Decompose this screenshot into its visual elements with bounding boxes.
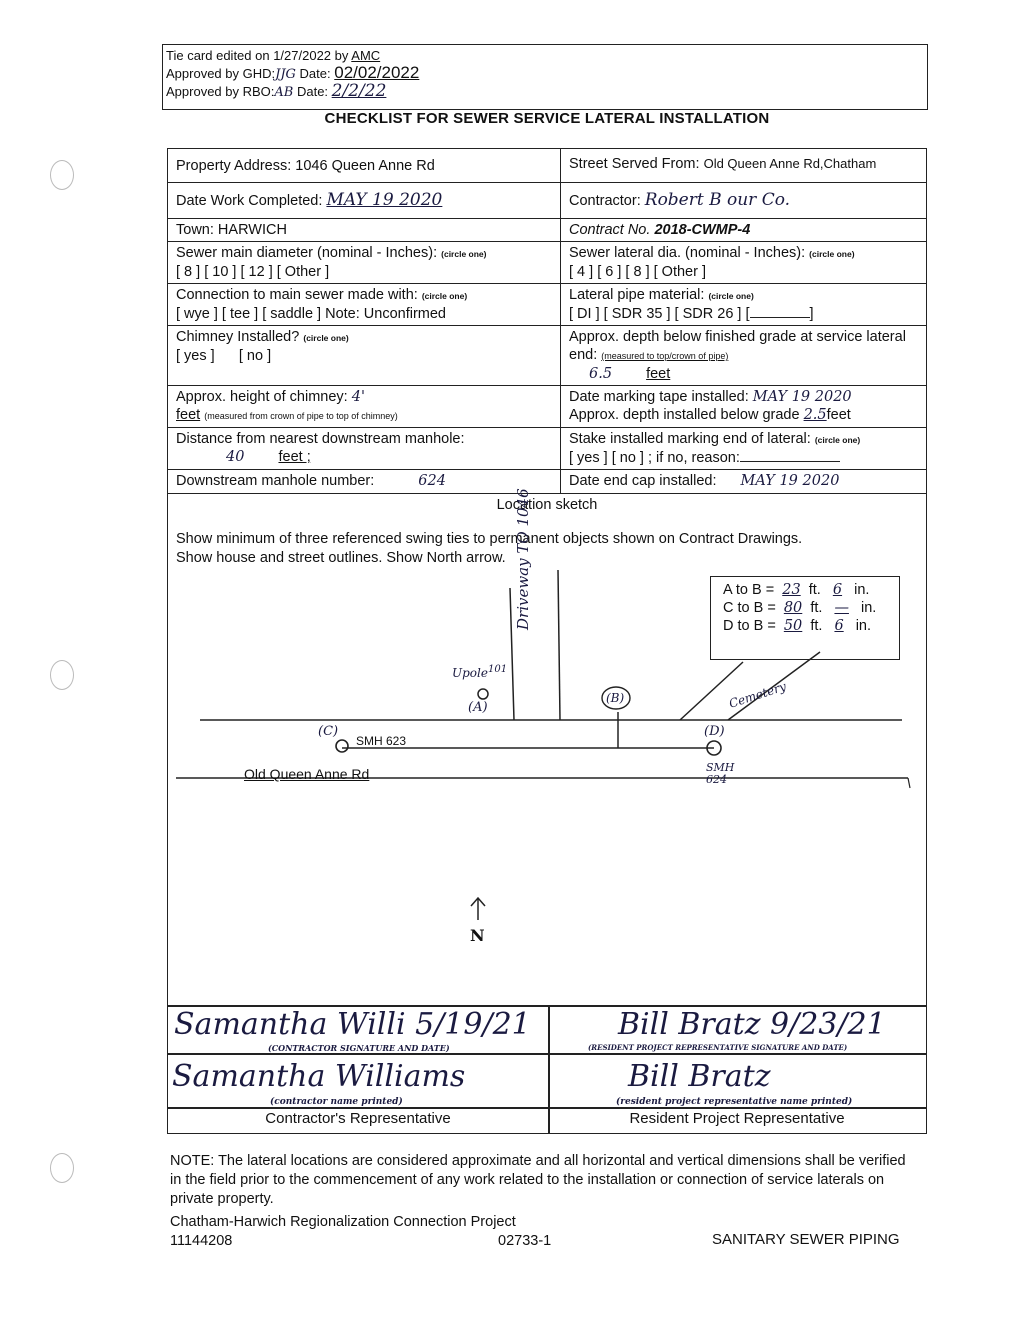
stake-options: [ yes ] [ no ] ; if no, reason: <box>569 450 740 466</box>
rbo-label: Approved by RBO: <box>166 84 275 99</box>
distance-label: Distance from nearest downstream manhole: <box>176 431 465 447</box>
rbo-initials: AB <box>274 85 294 100</box>
chimney-label: Chimney Installed? <box>176 329 300 345</box>
footer-section: SANITARY SEWER PIPING <box>712 1231 900 1248</box>
c-to-b-in: — <box>834 600 849 616</box>
manhole-number-cell <box>168 470 561 494</box>
driveway-line-right <box>558 570 560 720</box>
chimney-options: [ yes ] [ no ] <box>176 348 272 364</box>
resident-name: Bill Bratz <box>628 1059 771 1094</box>
footer-project-number: 11144208 <box>170 1233 233 1249</box>
contract-no-value: 2018-CWMP-4 <box>654 222 751 238</box>
stake-cell <box>561 428 927 470</box>
resident-title: Resident Project Representative <box>629 1110 845 1127</box>
point-a-label: (A) <box>468 700 488 715</box>
end-cap-cell <box>561 470 927 494</box>
contractor-value: Robert B our Co. <box>644 190 791 210</box>
a-to-b-ft: 23 <box>782 582 801 598</box>
contractor-cell <box>561 183 927 219</box>
rbo-date-label: Date: <box>296 84 329 99</box>
property-address-label: Property Address: <box>176 158 292 174</box>
pipe-material-cell: Lateral pipe material: (circle one) [ DI ] [ SDR 35 ] [ SDR 26 ] [ ] <box>561 284 927 326</box>
town-label: Town: <box>176 222 214 238</box>
a-to-b-label: A to B = <box>723 582 775 598</box>
date-completed-cell <box>168 183 561 219</box>
pole-number: 101 <box>487 664 508 675</box>
depth-installed-value: 2.5 <box>803 407 827 423</box>
circle-one-note: (circle one) <box>421 291 468 301</box>
cemetery-label: Cemetery <box>727 679 788 711</box>
connection-label: Connection to main sewer made with: <box>176 287 418 303</box>
town-value: HARWICH <box>217 222 287 238</box>
d-to-b-label: D to B = <box>723 618 776 634</box>
road-edge-tick <box>908 778 910 788</box>
a-to-b-in: 6 <box>832 582 843 598</box>
chimney-height-value: 4' <box>351 389 365 405</box>
road-label: Old Queen Anne Rd <box>244 766 370 782</box>
driveway-label: Driveway TO 1046 <box>514 488 532 630</box>
cemetery-line <box>680 662 743 720</box>
depth-note: (measured to top/crown of pipe) <box>601 351 729 361</box>
ghd-initials: JJG <box>275 67 296 82</box>
property-address-value: 1046 Queen Anne Rd <box>295 158 435 174</box>
location-sketch-area <box>167 488 927 1006</box>
depth-installed-label: Approx. depth installed below grade <box>569 407 800 423</box>
connection-note: Note: Unconfirmed <box>325 306 446 322</box>
footer-project: Chatham-Harwich Regionalization Connection Project <box>170 1214 516 1230</box>
ft-label: ft. <box>810 618 823 634</box>
d-to-b-in: 6 <box>834 618 844 634</box>
date-completed-label: Date Work Completed: <box>176 193 323 209</box>
in-label: in. <box>855 618 872 634</box>
contractor-title: Contractor's Representative <box>265 1110 451 1127</box>
pipe-material-options: [ DI ] [ SDR 35 ] [ SDR 26 ] [ <box>569 306 750 322</box>
north-label: N <box>470 926 485 945</box>
smh-623-symbol <box>336 740 348 752</box>
main-diameter-label: Sewer main diameter (nominal - Inches): <box>176 245 438 261</box>
depth-value: 6.5 <box>589 366 613 382</box>
point-c-label: (C) <box>318 724 339 739</box>
c-to-b-label: C to B = <box>723 600 776 616</box>
page-title: CHECKLIST FOR SEWER SERVICE LATERAL INSTALLATION <box>324 110 770 127</box>
d-to-b-ft: 50 <box>783 618 803 634</box>
street-served-label: Street Served From: <box>569 156 700 172</box>
footer-note: NOTE: The lateral locations are considered approximate and all horizontal and vertical dimensions shall be verified in the field prior to the commencement of any work related to the installation or connection of service laterals on private property. <box>170 1153 906 1207</box>
tape-label: Date marking tape installed: <box>569 389 749 405</box>
manhole-number-value: 624 <box>418 473 446 489</box>
binder-hole <box>50 160 74 190</box>
depth-installed-unit: feet <box>826 407 851 423</box>
location-sketch-label: Location sketch <box>496 497 598 513</box>
lateral-dia-cell <box>561 242 927 284</box>
manhole-number-label: Downstream manhole number: <box>176 473 375 489</box>
tape-date: MAY 19 2020 <box>752 389 852 405</box>
pole-label-text: Upole <box>452 666 488 680</box>
depth-unit: feet <box>646 366 671 382</box>
rbo-date: 2/2/22 <box>331 81 387 101</box>
in-label: in. <box>860 600 877 616</box>
connection-options: [ wye ] [ tee ] [ saddle ] <box>176 306 322 322</box>
point-d-label: (D) <box>704 724 725 739</box>
sketch-instructions-2: Show house and street outlines. Show North arrow. <box>176 550 506 566</box>
pipe-material-label: Lateral pipe material: <box>569 287 705 303</box>
ft-label: ft. <box>808 582 821 598</box>
town-cell <box>168 219 561 242</box>
binder-hole <box>50 1153 74 1183</box>
circle-one-note: (circle one) <box>303 333 349 343</box>
contractor-sig-caption: (CONTRACTOR SIGNATURE AND DATE) <box>268 1043 450 1053</box>
lateral-dia-options: [ 4 ] [ 6 ] [ 8 ] [ Other ] <box>569 264 706 280</box>
lateral-dia-label: Sewer lateral dia. (nominal - Inches): <box>569 245 806 261</box>
contract-no-cell <box>561 219 927 242</box>
contractor-name: Samantha Williams <box>172 1059 466 1094</box>
tie-card-box <box>162 44 928 110</box>
end-cap-date: MAY 19 2020 <box>740 473 840 489</box>
contract-no-label: Contract No. <box>569 222 651 238</box>
smh-624-label: SMH 624 <box>706 761 735 786</box>
circle-one-note: (circle one) <box>441 249 487 259</box>
depth-cell <box>561 326 927 386</box>
point-b-label: (B) <box>606 691 625 705</box>
footer-page: 02733-1 <box>498 1233 552 1249</box>
c-to-b-ft: 80 <box>783 600 803 616</box>
distance-value: 40 <box>226 449 245 465</box>
smh-623-label: SMH 623 <box>356 734 407 748</box>
ft-label: ft. <box>810 600 823 616</box>
chimney-height-note: (measured from crown of pipe to top of chimney) <box>204 411 398 421</box>
tie-edited-text: Tie card edited on 1/27/2022 by <box>166 48 349 63</box>
street-served-value: Old Queen Anne Rd,Chatham <box>703 156 877 171</box>
tape-cell <box>561 386 927 428</box>
ghd-date-label: Date: <box>299 66 331 81</box>
pole-label <box>452 664 507 680</box>
main-diameter-cell <box>168 242 561 284</box>
chimney-height-cell <box>168 386 561 428</box>
circle-one-note: (circle one) <box>814 435 861 445</box>
stake-label: Stake installed marking end of lateral: <box>569 431 811 447</box>
binder-hole <box>50 660 74 690</box>
main-diameter-options: [ 8 ] [ 10 ] [ 12 ] [ Other ] <box>176 264 330 280</box>
tie-edited-by: AMC <box>351 48 381 63</box>
end-cap-label: Date end cap installed: <box>569 473 717 489</box>
connection-cell <box>168 284 561 326</box>
resident-name-caption: (resident project representative name printed) <box>616 1097 853 1107</box>
sketch-drawing <box>168 488 926 1004</box>
checklist-form <box>167 148 927 516</box>
property-address-cell <box>168 149 561 183</box>
date-completed-value: MAY 19 2020 <box>326 190 443 210</box>
chimney-height-unit: feet <box>176 407 201 423</box>
distance-cell <box>168 428 561 470</box>
in-label: in. <box>854 582 870 598</box>
resident-sig-caption: (RESIDENT PROJECT REPRESENTATIVE SIGNATURE AND DATE) <box>588 1043 848 1052</box>
utility-pole-icon <box>478 689 488 699</box>
sketch-instructions-1: Show minimum of three referenced swing ties to permanent objects shown on Contract Drawings. <box>176 531 803 547</box>
contractor-label: Contractor: <box>569 193 641 209</box>
ghd-label: Approved by GHD: <box>166 66 276 81</box>
distance-unit: feet ; <box>278 449 311 465</box>
contractor-signature: Samantha Willi 5/19/21 <box>174 1007 531 1042</box>
chimney-cell <box>168 326 561 386</box>
ghd-date: 02/02/2022 <box>334 63 420 82</box>
chimney-height-label: Approx. height of chimney: <box>176 389 348 405</box>
contractor-name-caption: (contractor name printed) <box>270 1097 403 1107</box>
circle-one-note: (circle one) <box>809 249 855 259</box>
circle-one-note: (circle one) <box>708 291 754 301</box>
street-served-cell <box>561 149 927 183</box>
resident-signature: Bill Bratz 9/23/21 <box>618 1007 886 1042</box>
signature-block <box>167 1006 927 1134</box>
depth-label: Approx. depth below finished grade at service lateral end: <box>569 329 906 363</box>
